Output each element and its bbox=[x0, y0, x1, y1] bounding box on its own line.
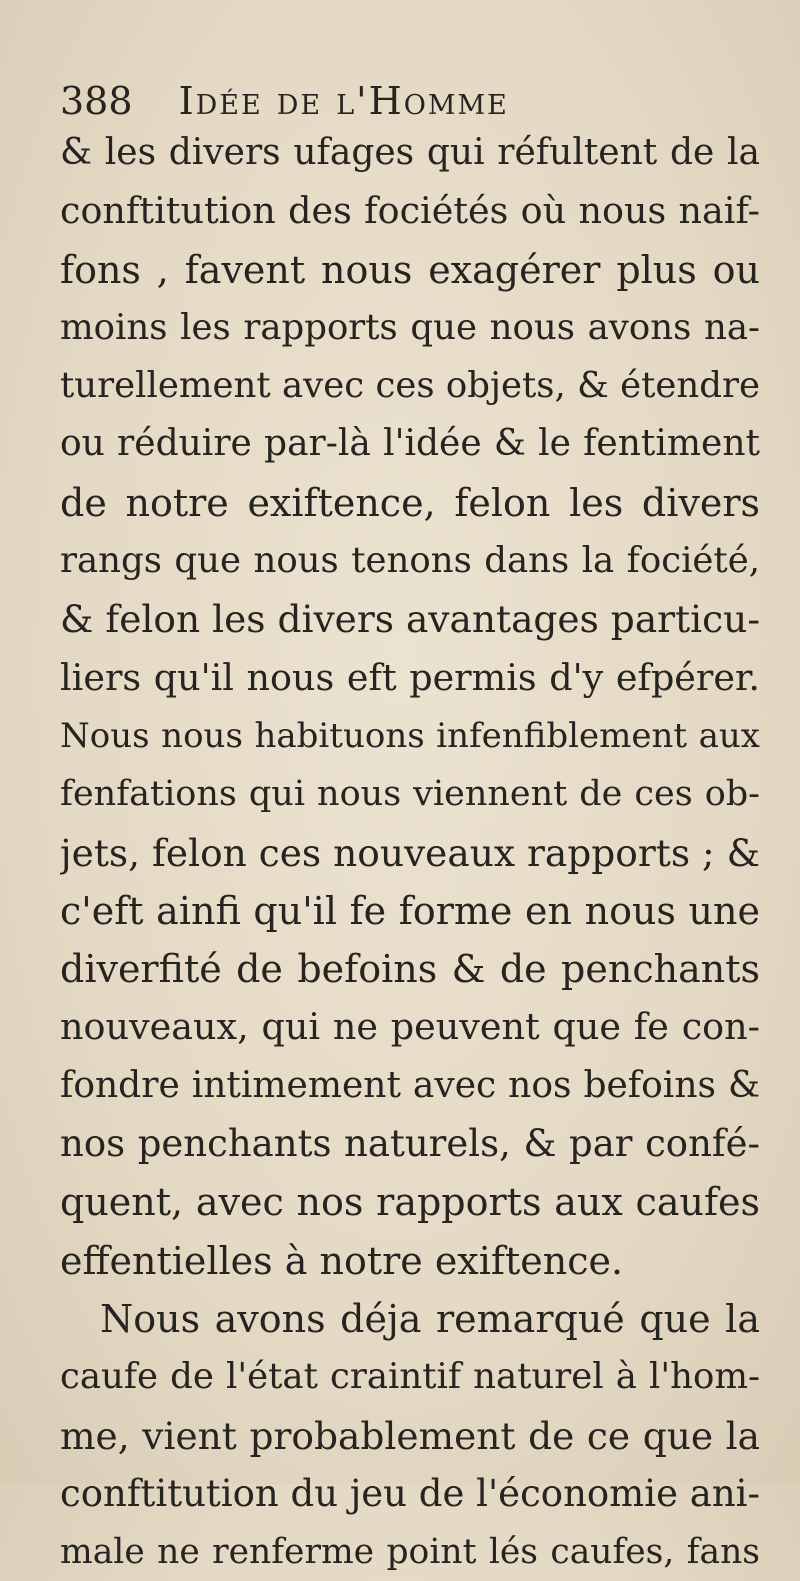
running-title: Idée de l'Homme bbox=[178, 79, 509, 123]
text-line: & les divers ufages qui réfultent de la bbox=[60, 132, 760, 173]
text-line: nouveaux, qui ne peuvent que fe con- bbox=[60, 1005, 760, 1049]
text-line: quent, avec nos rapports aux caufes bbox=[60, 1180, 760, 1225]
text-line: liers qu'il nous eft permis d'y efpérer. bbox=[60, 655, 760, 699]
text-line: fons , favent nous exagérer plus ou bbox=[60, 247, 760, 292]
paragraph-start-line: Nous avons déja remarqué que la bbox=[100, 1296, 760, 1341]
text-line: fenfations qui nous viennent de ces ob- bbox=[60, 774, 760, 815]
text-line: Nous nous habituons infenfiblement aux bbox=[60, 715, 760, 756]
text-line: c'eft ainfi qu'il fe forme en nous une bbox=[60, 888, 760, 933]
text-line: rangs que nous tenons dans la fociété, bbox=[60, 540, 760, 582]
text-line: fondre intimement avec nos befoins & bbox=[60, 1064, 760, 1106]
text-line: diverfité de befoins & de penchants bbox=[60, 947, 760, 992]
page-number: 388 bbox=[60, 79, 133, 123]
text-line: me, vient probablement de ce que la bbox=[60, 1413, 760, 1458]
text-line: conftitution du jeu de l'économie ani- bbox=[60, 1471, 760, 1515]
text-line: & felon les divers avantages particu- bbox=[60, 597, 760, 642]
paragraph-end-line: effentielles à notre exiftence. bbox=[60, 1238, 624, 1283]
text-line: nos penchants naturels, & par confé- bbox=[60, 1122, 760, 1166]
running-head bbox=[60, 76, 760, 126]
text-line: ou réduire par-là l'idée & le fentiment bbox=[60, 423, 760, 465]
text-line: moins les rapports que nous avons na- bbox=[60, 306, 760, 348]
text-line: turellement avec ces objets, & étendre bbox=[60, 365, 760, 407]
text-line: conftitution des fociétés où nous naif- bbox=[60, 189, 760, 233]
text-line: de notre exiftence, felon les divers bbox=[60, 480, 760, 525]
text-line: jets, felon ces nouveaux rapports ; & bbox=[60, 830, 760, 875]
text-line: caufe de l'état craintif naturel à l'hom- bbox=[60, 1356, 760, 1398]
body-text bbox=[60, 124, 760, 1581]
text-line: male ne renferme point lés caufes, fans bbox=[60, 1532, 760, 1573]
